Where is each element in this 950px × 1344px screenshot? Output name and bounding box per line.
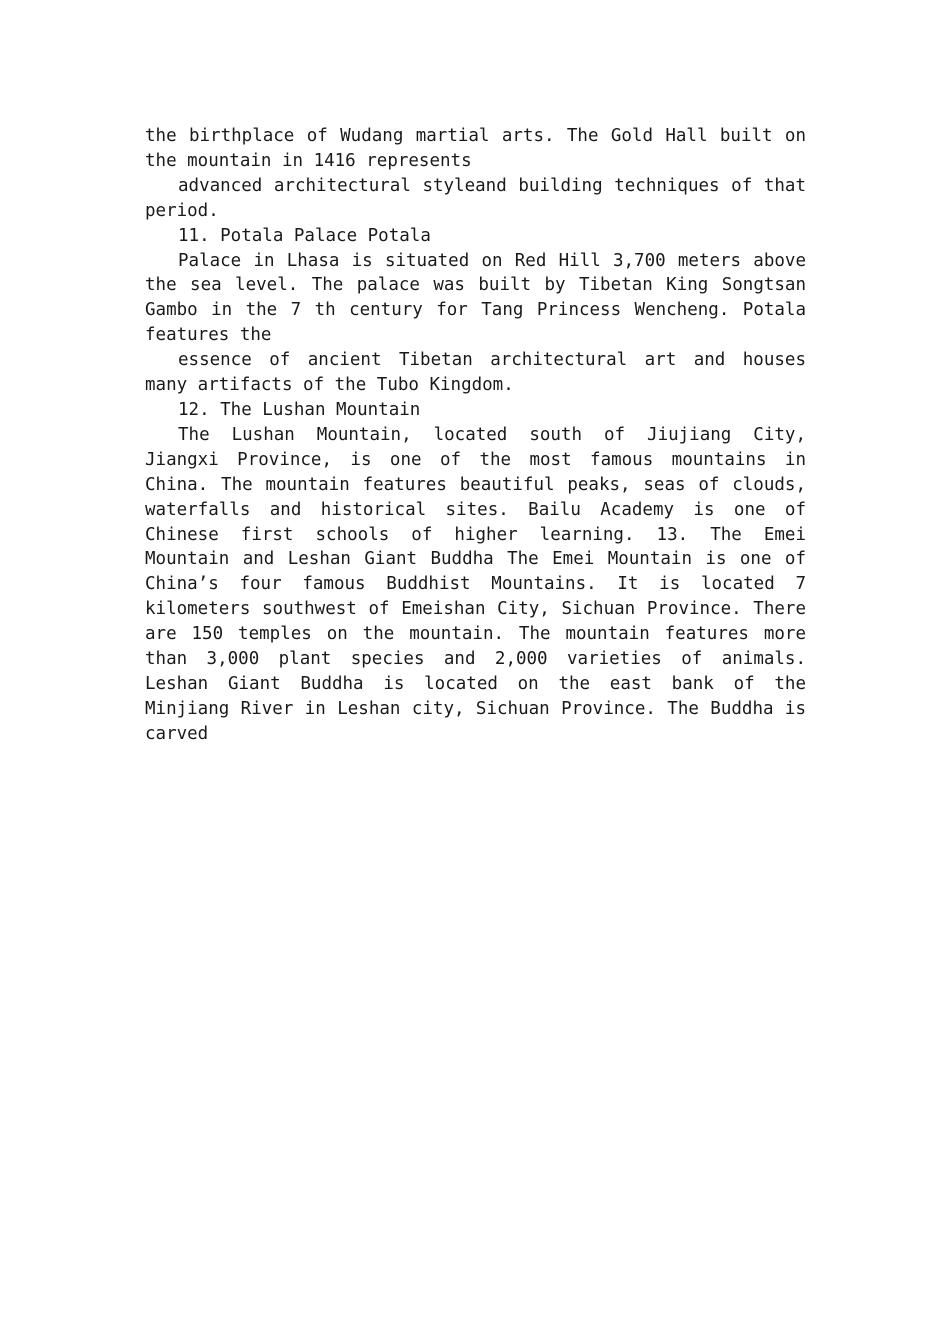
paragraph-potala-essence: essence of ancient Tibetan architectural art and houses many artifacts of the Tubo Kingdom. bbox=[145, 350, 806, 396]
paragraph-wudang: the birthplace of Wudang martial arts. The Gold Hall built on the mountain in 1416 represents bbox=[145, 126, 806, 171]
paragraph-lushan-emei: The Lushan Mountain, located south of Jiujiang City, Jiangxi Province, is one of the most famous mountains in China. The mountain features beautiful peaks, seas of clouds, waterfalls and historical sites. Bailu Academy is one of Chinese first schools of higher learning. 13. The Emei Mountain and Leshan Giant Buddha The Emei Mountain is one of China’s four famous Buddhist Mountains. It is located 7 kilometers southwest of Emeishan City, Sichuan Province. There are 150 temples on the mountain. The mountain features more than 3,000 plant species and 2,000 varieties of animals. Leshan Giant Buddha is located on the east bank of the Minjiang River in Leshan city, Sichuan Province. The Buddha is carved bbox=[145, 424, 806, 744]
body-text bbox=[145, 124, 806, 747]
heading-lushan-mountain: 12. The Lushan Mountain bbox=[178, 399, 421, 420]
heading-potala-palace: 11. Potala Palace Potala bbox=[178, 225, 431, 246]
paragraph-gold-hall: advanced architectural styleand building techniques of that period. bbox=[145, 175, 806, 221]
paragraph-potala-location: Palace in Lhasa is situated on Red Hill 3,700 meters above the sea level. The palace was built by Tibetan King Songtsan Gambo in the 7 th century for Tang Princess Wencheng. Potala features the bbox=[145, 250, 806, 346]
